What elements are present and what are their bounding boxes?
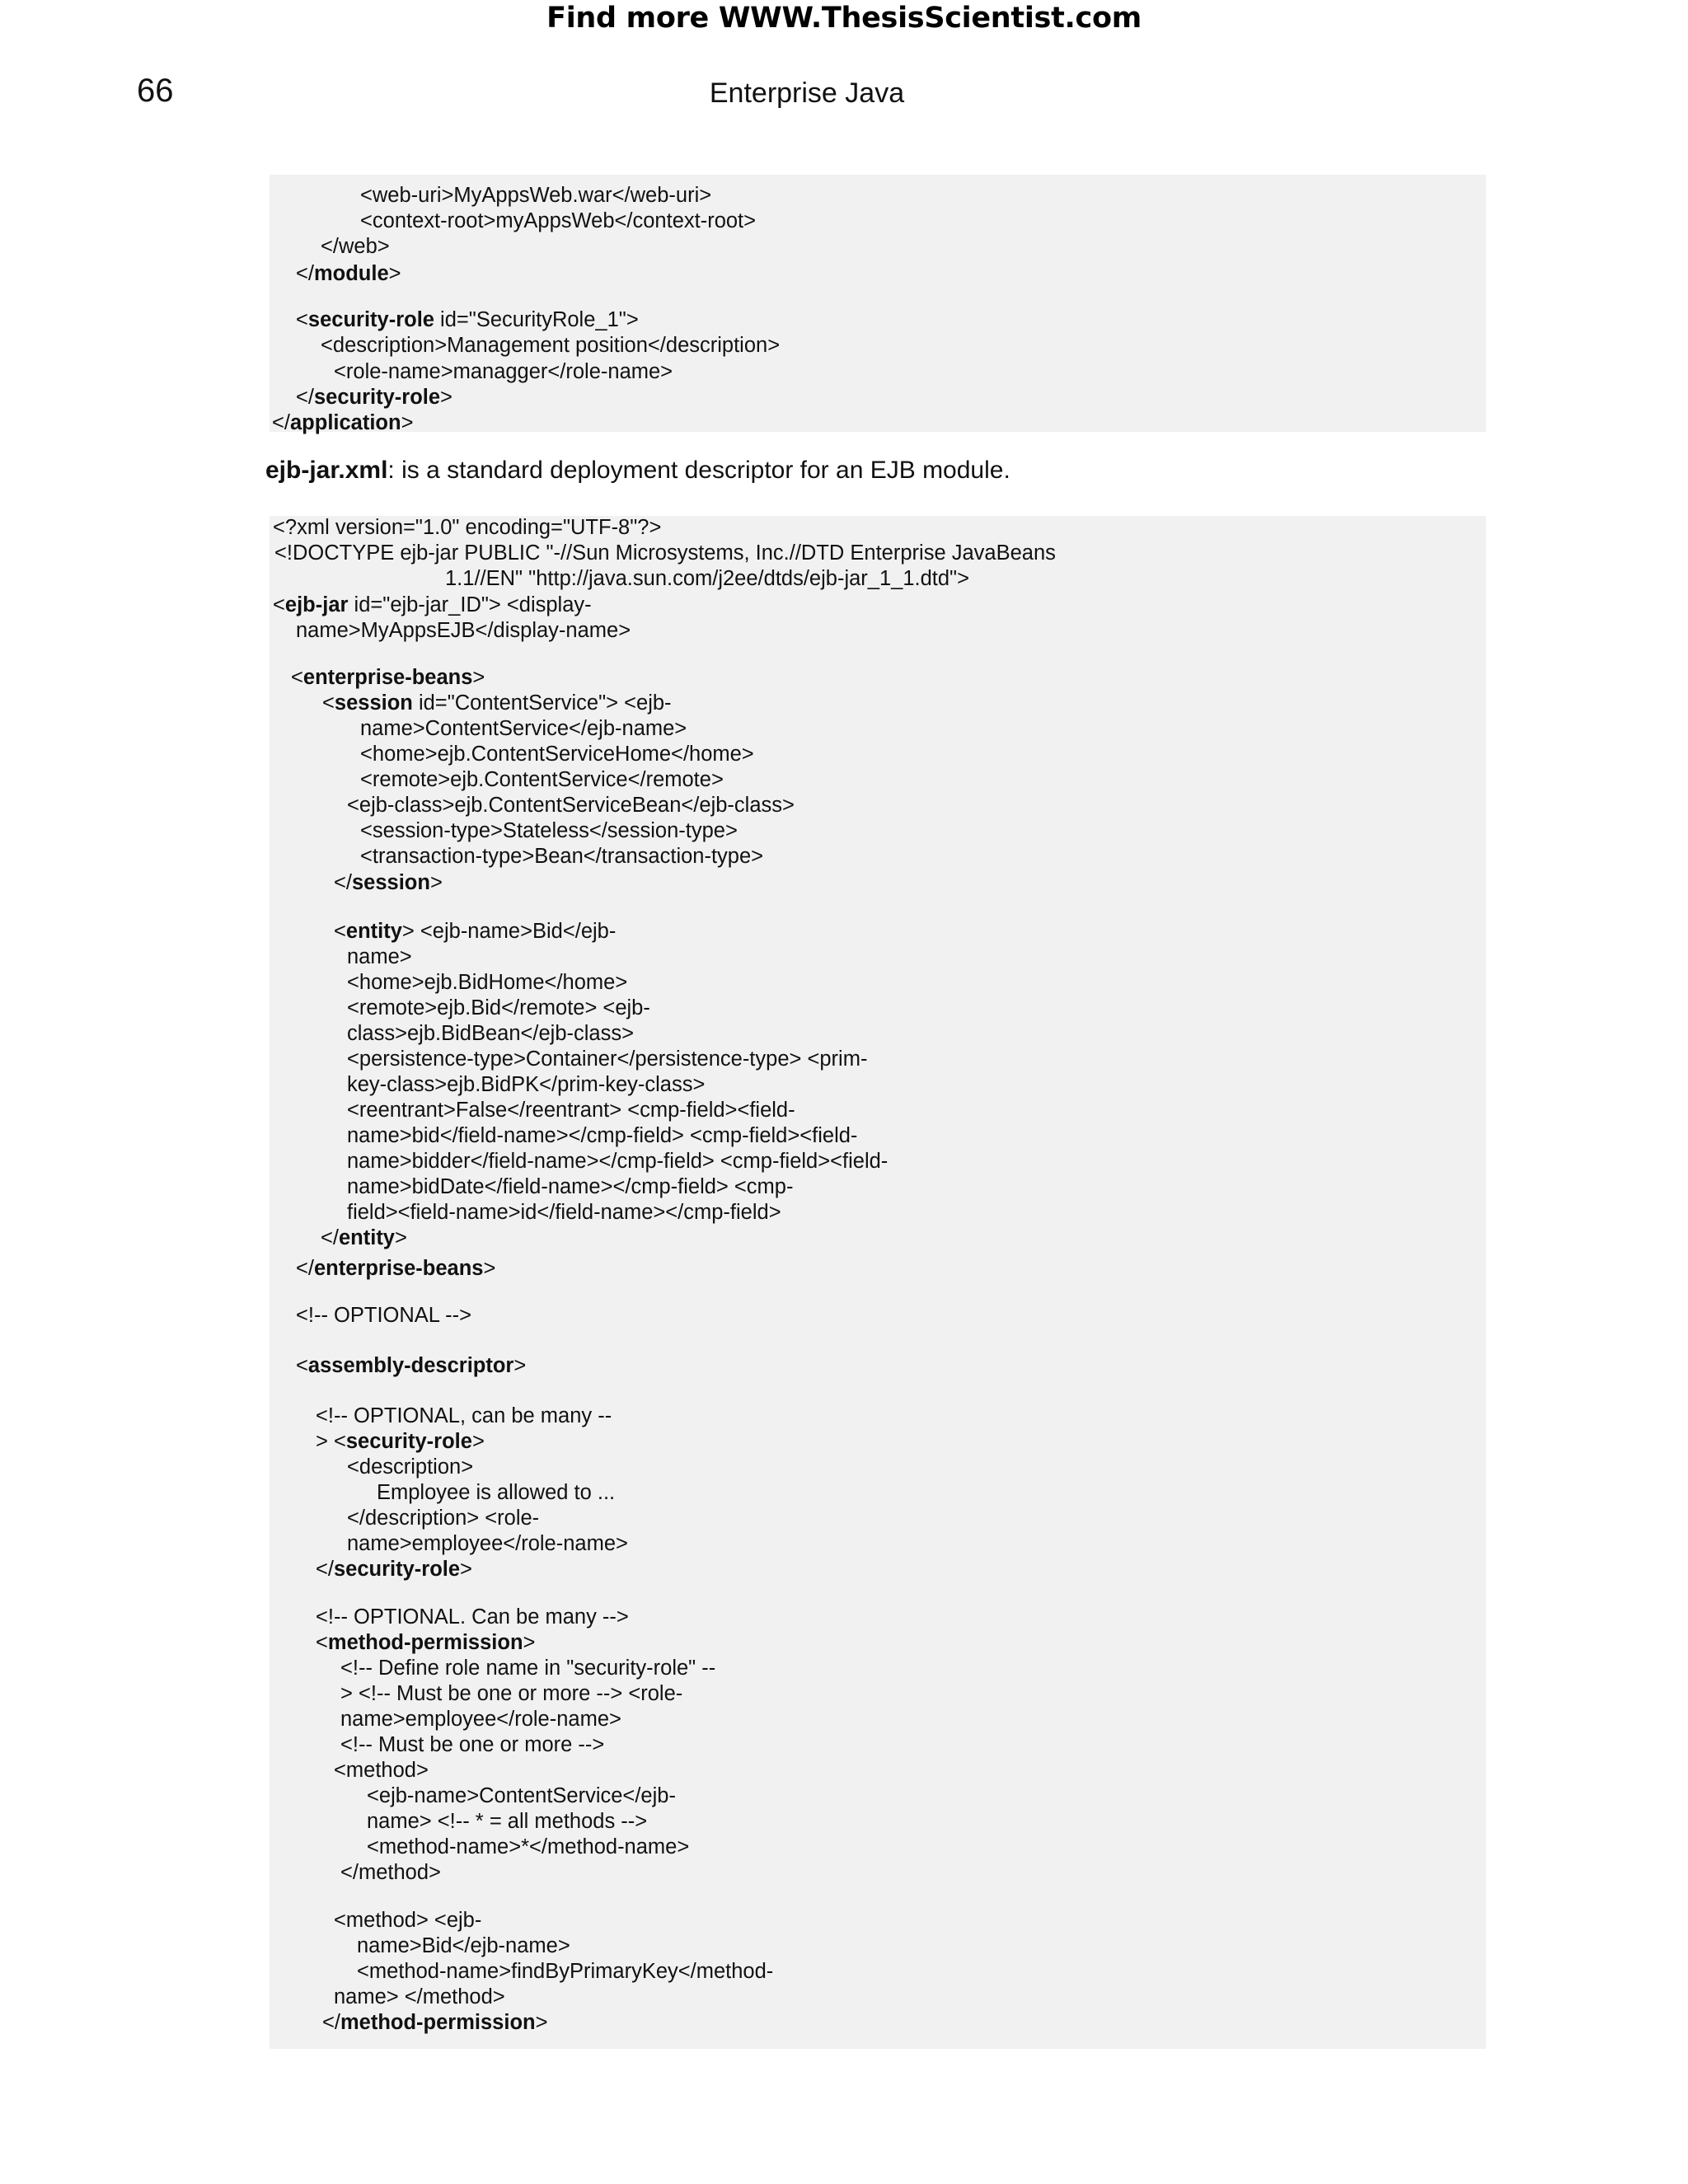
- code-text: </: [272, 411, 290, 434]
- code-line: <ejb-name>ContentService</ejb-: [367, 1784, 676, 1807]
- code-line: [296, 310, 639, 331]
- code-tag-bold: security-role: [307, 308, 434, 331]
- code-text: > <ejb-name>Bid</ejb-: [401, 920, 617, 943]
- code-line: <!-- OPTIONAL -->: [296, 1304, 472, 1327]
- code-line: <remote>ejb.ContentService</remote>: [360, 768, 724, 791]
- code-line: <description>: [347, 1455, 474, 1479]
- code-line: [296, 1356, 526, 1377]
- code-line: [321, 1228, 407, 1249]
- code-tag-bold: method-permission: [340, 2011, 536, 2034]
- code-line: <transaction-type>Bean</transaction-type>: [360, 845, 764, 868]
- code-text: <: [273, 593, 285, 616]
- code-line: name> </method>: [334, 1985, 505, 2008]
- code-line: <!DOCTYPE ejb-jar PUBLIC "-//Sun Microsystems, Inc.//DTD Enterprise JavaBeans: [274, 541, 1056, 565]
- code-line: [322, 2013, 548, 2034]
- code-line: [316, 1432, 485, 1453]
- code-text: id="ejb-jar_ID"> <display-: [348, 593, 592, 616]
- code-tag-bold: security-role: [313, 386, 441, 409]
- code-text: <: [316, 1631, 328, 1654]
- code-tag-bold: assembly-descriptor: [307, 1354, 514, 1377]
- code-text: >: [483, 1257, 496, 1280]
- code-line: > <!-- Must be one or more --> <role-: [340, 1682, 683, 1705]
- code-tag-bold: security-role: [345, 1430, 472, 1453]
- code-line: <!-- OPTIONAL. Can be many -->: [316, 1605, 629, 1629]
- code-text: >: [388, 262, 401, 285]
- site-banner: Find more WWW.ThesisScientist.com: [546, 2, 1142, 35]
- code-tag-bold: module: [313, 262, 389, 285]
- code-line: <session-type>Stateless</session-type>: [360, 819, 738, 842]
- code-tag-bold: enterprise-beans: [302, 666, 473, 689]
- code-line: [272, 413, 414, 434]
- code-line: [334, 921, 616, 943]
- code-line: [296, 387, 452, 409]
- code-text: <: [322, 691, 335, 715]
- code-line: <!-- Define role name in "security-role" --: [340, 1657, 716, 1680]
- code-line: [296, 264, 401, 285]
- code-line: <method> <ejb-: [334, 1909, 482, 1932]
- code-line: name>employee</role-name>: [340, 1708, 621, 1731]
- ejb-jar-description-text: : is a standard deployment descriptor for an EJB module.: [387, 457, 1010, 484]
- code-line: <ejb-class>ejb.ContentServiceBean</ejb-class>: [347, 794, 795, 817]
- code-text: </: [322, 2011, 340, 2034]
- code-text: >: [401, 411, 414, 434]
- code-tag-bold: application: [289, 411, 401, 434]
- code-line: </web>: [321, 235, 390, 258]
- code-block-application-xml: [270, 175, 1486, 432]
- code-line: <persistence-type>Container</persistence-type> <prim-: [347, 1047, 868, 1071]
- code-text: >: [472, 666, 485, 689]
- code-text: >: [460, 1558, 472, 1581]
- page-number: 66: [137, 73, 174, 109]
- code-text: >: [471, 1430, 485, 1453]
- code-text: <: [296, 1354, 308, 1377]
- code-tag-bold: method-permission: [327, 1631, 523, 1654]
- code-line: 1.1//EN" "http://java.sun.com/j2ee/dtds/ejb-jar_1_1.dtd">: [445, 567, 969, 590]
- code-line: [273, 595, 592, 616]
- code-line: name>employee</role-name>: [347, 1532, 628, 1555]
- code-line: class>ejb.BidBean</ejb-class>: [347, 1022, 634, 1045]
- code-text: <: [291, 666, 303, 689]
- code-text: id="ContentService"> <ejb-: [412, 691, 672, 715]
- ejb-jar-description: [265, 457, 1010, 485]
- code-text: </: [296, 262, 314, 285]
- code-line: <home>ejb.BidHome</home>: [347, 971, 628, 994]
- code-line: </method>: [340, 1861, 441, 1884]
- code-text: >: [429, 871, 443, 894]
- code-line: <!-- OPTIONAL, can be many --: [316, 1404, 612, 1427]
- code-line: key-class>ejb.BidPK</prim-key-class>: [347, 1073, 706, 1096]
- code-line: <web-uri>MyAppsWeb.war</web-uri>: [360, 184, 712, 207]
- code-line: <role-name>managger</role-name>: [334, 360, 673, 383]
- ejb-jar-term: ejb-jar.xml: [265, 457, 388, 484]
- code-tag-bold: entity: [345, 920, 402, 943]
- code-text: >: [513, 1354, 527, 1377]
- code-line: <description>Management position</description>: [321, 334, 781, 357]
- code-line: <method>: [334, 1759, 429, 1782]
- code-line: <method-name>findByPrimaryKey</method-: [357, 1960, 774, 1983]
- code-tag-bold: security-role: [333, 1558, 461, 1581]
- code-line: [322, 693, 672, 715]
- code-line: <remote>ejb.Bid</remote> <ejb-: [347, 996, 650, 1019]
- code-text: </: [296, 1257, 314, 1280]
- code-line: </description> <role-: [347, 1507, 540, 1530]
- code-text: >: [395, 1226, 407, 1249]
- code-line: [334, 873, 443, 894]
- code-line: name>bidDate</field-name></cmp-field> <cmp-: [347, 1175, 794, 1198]
- code-text: > <: [316, 1430, 346, 1453]
- code-text: >: [535, 2011, 548, 2034]
- code-text: </: [321, 1226, 339, 1249]
- code-line: <reentrant>False</reentrant> <cmp-field><field-: [347, 1099, 795, 1122]
- code-text: <: [334, 920, 346, 943]
- code-block-ejb-jar-xml: [270, 516, 1486, 2049]
- code-line: [296, 1258, 495, 1280]
- code-tag-bold: ejb-jar: [284, 593, 349, 616]
- code-line: name>ContentService</ejb-name>: [360, 717, 687, 740]
- code-tag-bold: entity: [338, 1226, 395, 1249]
- code-text: </: [296, 386, 314, 409]
- code-line: [316, 1559, 472, 1581]
- code-line: Employee is allowed to ...: [377, 1481, 616, 1504]
- code-line: [291, 668, 485, 689]
- code-text: >: [523, 1631, 536, 1654]
- code-text: <: [296, 308, 308, 331]
- code-text: >: [440, 386, 452, 409]
- code-line: name> <!-- * = all methods -->: [367, 1810, 648, 1833]
- code-line: <home>ejb.ContentServiceHome</home>: [360, 743, 754, 766]
- code-line: <context-root>myAppsWeb</context-root>: [360, 209, 757, 232]
- running-head: Enterprise Java: [709, 77, 905, 109]
- code-line: name>: [347, 945, 412, 968]
- code-line: name>bid</field-name></cmp-field> <cmp-field><field-: [347, 1124, 858, 1147]
- code-line: <method-name>*</method-name>: [367, 1835, 690, 1858]
- code-text: id="SecurityRole_1">: [434, 308, 639, 331]
- code-tag-bold: enterprise-beans: [313, 1257, 484, 1280]
- code-line: field><field-name>id</field-name></cmp-field>: [347, 1201, 781, 1224]
- code-line: name>bidder</field-name></cmp-field> <cmp-field><field-: [347, 1150, 889, 1173]
- code-text: </: [334, 871, 352, 894]
- code-line: <?xml version="1.0" encoding="UTF-8"?>: [273, 516, 662, 539]
- code-tag-bold: session: [334, 691, 413, 715]
- code-line: [316, 1633, 535, 1654]
- code-line: name>Bid</ejb-name>: [357, 1934, 570, 1957]
- code-line: <!-- Must be one or more -->: [340, 1733, 605, 1756]
- code-tag-bold: session: [351, 871, 430, 894]
- code-line: name>MyAppsEJB</display-name>: [296, 619, 631, 642]
- code-text: </: [316, 1558, 334, 1581]
